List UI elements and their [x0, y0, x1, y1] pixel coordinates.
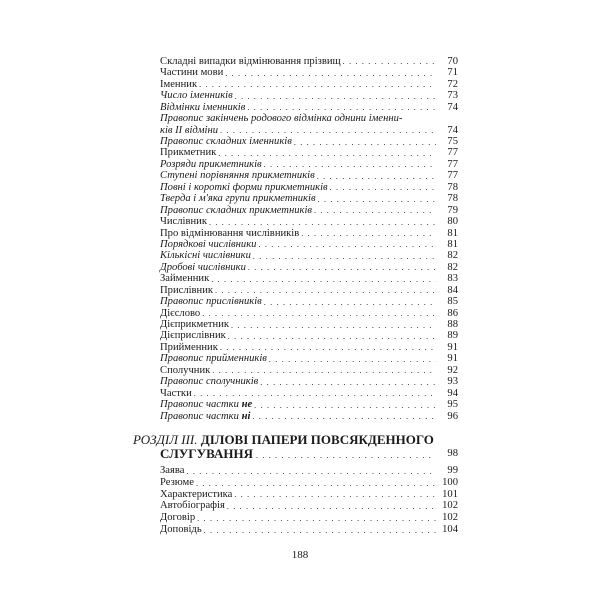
section-title-line2: СЛУГУВАННЯ: [160, 446, 253, 461]
toc-entry-title-text: Правопис частки: [160, 410, 239, 422]
toc-entry: [160, 125, 458, 136]
toc-entry: [160, 500, 458, 512]
toc-entry: [160, 216, 458, 227]
toc-entry: [160, 411, 458, 422]
toc-entry-page: 101: [442, 488, 458, 500]
toc-entry: [160, 193, 458, 204]
toc-entry-page: 104: [442, 523, 458, 535]
leader-dots: [254, 401, 436, 411]
leader-dots: [343, 57, 436, 67]
table-of-contents: [160, 56, 458, 422]
toc-entry-page: 81: [447, 238, 458, 250]
toc-entry: [160, 342, 458, 353]
toc-entry-page: 81: [447, 227, 458, 239]
toc-entry-title: Порядкові числівники: [160, 238, 257, 250]
toc-entry: [160, 489, 458, 501]
toc-entry: [160, 331, 458, 342]
leader-dots: [194, 389, 436, 399]
toc-entry: [160, 296, 458, 307]
leader-dots: [252, 412, 436, 422]
toc-entry-page: 78: [447, 181, 458, 193]
toc-entry-title: Складні випадки відмінювання прізвищ: [160, 55, 341, 67]
toc-entry: [160, 285, 458, 296]
toc-entry-title: Розряди прикметників: [160, 158, 262, 170]
leader-dots: [264, 298, 436, 308]
toc-entry-title: Характеристика: [160, 488, 233, 500]
section-heading: [133, 433, 458, 461]
toc-entry-page: 70: [447, 55, 458, 67]
leader-dots: [202, 309, 436, 319]
leader-dots: [218, 149, 436, 159]
toc-entry-page: 82: [447, 250, 458, 262]
toc-entry-page: 102: [442, 500, 458, 512]
leader-dots: [231, 321, 436, 331]
toc-entry-page: 102: [442, 512, 458, 524]
toc-entry: [160, 228, 458, 239]
toc-entry-title: Сполучник: [160, 364, 211, 376]
leader-dots: [260, 378, 436, 388]
toc-entry-title-text: Правопис частки: [160, 399, 239, 411]
toc-entry: [160, 319, 458, 330]
toc-entry: [160, 170, 458, 181]
toc-entry-title: Автобіографія: [160, 500, 225, 512]
leader-dots: [294, 138, 436, 148]
toc-entry-title: Іменник: [160, 78, 198, 90]
toc-entry-page: 100: [442, 476, 458, 488]
toc-entry-title: Ступені порівняння прикметників: [160, 170, 315, 182]
toc-entry: [160, 524, 458, 536]
toc-entry: [160, 376, 458, 387]
toc-entry-title: Про відмінювання числівників: [160, 227, 300, 239]
toc-entry: [160, 250, 458, 261]
toc-entry-page: 74: [447, 101, 458, 113]
toc-entry: [160, 90, 458, 101]
toc-entry-page: 86: [447, 307, 458, 319]
leader-dots: [301, 229, 436, 239]
toc-entry: [160, 262, 458, 273]
toc-entry-title: Числівник: [160, 216, 207, 228]
leader-dots: [220, 126, 436, 136]
toc-entry: [160, 465, 458, 477]
toc-entry-page: 79: [447, 204, 458, 216]
toc-entry-bold-word: не: [241, 399, 253, 411]
toc-entry-title: Правопис прийменників: [160, 353, 267, 365]
section-heading-line2: [133, 447, 458, 461]
toc-entry-page: 96: [447, 410, 458, 422]
toc-entry-page: 77: [447, 158, 458, 170]
leader-dots: [211, 275, 436, 285]
toc-entry: [160, 102, 458, 113]
toc-entry-title-line1: Правопис закінчень родового відмінка однини іменни-: [160, 113, 403, 125]
leader-dots: [197, 514, 436, 524]
toc-entry-title: [160, 399, 252, 410]
toc-entry: [160, 273, 458, 284]
leader-dots: [318, 195, 436, 205]
toc-entry-page: 80: [447, 216, 458, 228]
toc-entry-title: Прикметник: [160, 147, 217, 159]
toc-entry-title: Кількісні числівники: [160, 250, 251, 262]
toc-entry-page: 77: [447, 170, 458, 182]
toc-entry: [160, 67, 458, 78]
toc-entry-title: Резюме: [160, 476, 194, 488]
leader-dots: [225, 69, 436, 79]
toc-entry-page: 73: [447, 90, 458, 102]
toc-entry: [160, 477, 458, 489]
toc-entry-page: 74: [447, 124, 458, 136]
toc-entry-page: 75: [447, 136, 458, 148]
toc-entry-page: 72: [447, 78, 458, 90]
toc-entry-title: Прислівник: [160, 284, 214, 296]
toc-entry-page: 93: [447, 376, 458, 388]
toc-entry-title: Частки: [160, 387, 192, 399]
section-label: РОЗДІЛ III.: [133, 432, 198, 447]
toc-entry: [160, 388, 458, 399]
toc-entry-title: Заява: [160, 465, 185, 476]
toc-entry-title: Повні і короткі форми прикметників: [160, 181, 328, 193]
leader-dots: [228, 332, 436, 342]
leader-dots: [256, 450, 433, 461]
leader-dots: [264, 160, 436, 170]
toc-entry: [160, 353, 458, 364]
toc-entry-page: 71: [447, 67, 458, 79]
toc-entry-title: Правопис прислівників: [160, 296, 262, 308]
toc-entry-title: Правопис складних іменників: [160, 136, 292, 148]
toc-entry-page: 89: [447, 330, 458, 342]
leader-dots: [209, 218, 436, 228]
section-page: 98: [447, 448, 458, 459]
toc-entry-page: 83: [447, 273, 458, 285]
toc-entry-page: 82: [447, 261, 458, 273]
leader-dots: [314, 206, 436, 216]
toc-entry-page: 91: [447, 353, 458, 365]
leader-dots: [235, 92, 436, 102]
toc-entry: [160, 399, 458, 410]
toc-entry-bold-word: ні: [241, 410, 251, 422]
toc-entry-page: 95: [447, 399, 458, 411]
toc-entry: [160, 79, 458, 90]
toc-entry: [160, 159, 458, 170]
page-number: 188: [291, 549, 309, 561]
leader-dots: [269, 355, 436, 365]
toc-entry-title: Число іменників: [160, 90, 233, 102]
leader-dots: [220, 343, 436, 353]
section-entries: [160, 465, 458, 536]
toc-entry-title: Займенник: [160, 273, 210, 285]
leader-dots: [247, 103, 436, 113]
toc-entry: [160, 512, 458, 524]
leader-dots: [227, 502, 436, 512]
toc-entry-title: Правопис складних прикметників: [160, 204, 312, 216]
toc-entry-title: Прийменник: [160, 341, 218, 353]
toc-entry-title: Договір: [160, 512, 196, 524]
leader-dots: [204, 526, 436, 536]
toc-entry-title: ків II відміни: [160, 124, 219, 136]
toc-entry: [160, 56, 458, 67]
toc-entry-page: 94: [447, 387, 458, 399]
leader-dots: [199, 80, 436, 90]
leader-dots: [186, 467, 436, 477]
toc-entry-page: 78: [447, 193, 458, 205]
toc-entry-title: Частини мови: [160, 67, 224, 79]
toc-entry-title: Тверда і м'яка групи прикметників: [160, 193, 316, 205]
toc-entry-title: Дієприслівник: [160, 330, 226, 342]
toc-entry-title: Відмінки іменників: [160, 101, 246, 113]
toc-entry-page: 84: [447, 284, 458, 296]
toc-entry: [160, 182, 458, 193]
toc-entry: [160, 148, 458, 159]
toc-entry-title: [160, 411, 250, 422]
toc-entry-page: 85: [447, 296, 458, 308]
leader-dots: [234, 490, 436, 500]
toc-entry: [160, 205, 458, 216]
toc-entry-title: Доповідь: [160, 523, 202, 535]
toc-entry: [160, 365, 458, 376]
leader-dots: [248, 263, 436, 273]
leader-dots: [258, 240, 436, 250]
section-heading-line1: [133, 433, 458, 447]
toc-entry: [160, 308, 458, 319]
toc-entry-page: 92: [447, 364, 458, 376]
toc-entry: [160, 136, 458, 147]
leader-dots: [330, 183, 436, 193]
toc-entry-title: Дробові числівники: [160, 261, 246, 273]
leader-dots: [215, 286, 436, 296]
toc-entry-page: 77: [447, 147, 458, 159]
section-title-line1: ДІЛОВІ ПАПЕРИ ПОВСЯКДЕННОГО: [200, 432, 434, 447]
toc-entry-page: 99: [447, 465, 458, 476]
toc-entry-page: 88: [447, 319, 458, 331]
leader-dots: [317, 172, 436, 182]
leader-dots: [212, 366, 436, 376]
toc-entry-title: Дієслово: [160, 307, 201, 319]
toc-entry-page: 91: [447, 341, 458, 353]
toc-entry: [160, 239, 458, 250]
toc-entry-title: Дієприкметник: [160, 319, 230, 331]
toc-entry-title: Правопис сполучників: [160, 376, 259, 388]
leader-dots: [196, 479, 436, 489]
leader-dots: [253, 252, 436, 262]
